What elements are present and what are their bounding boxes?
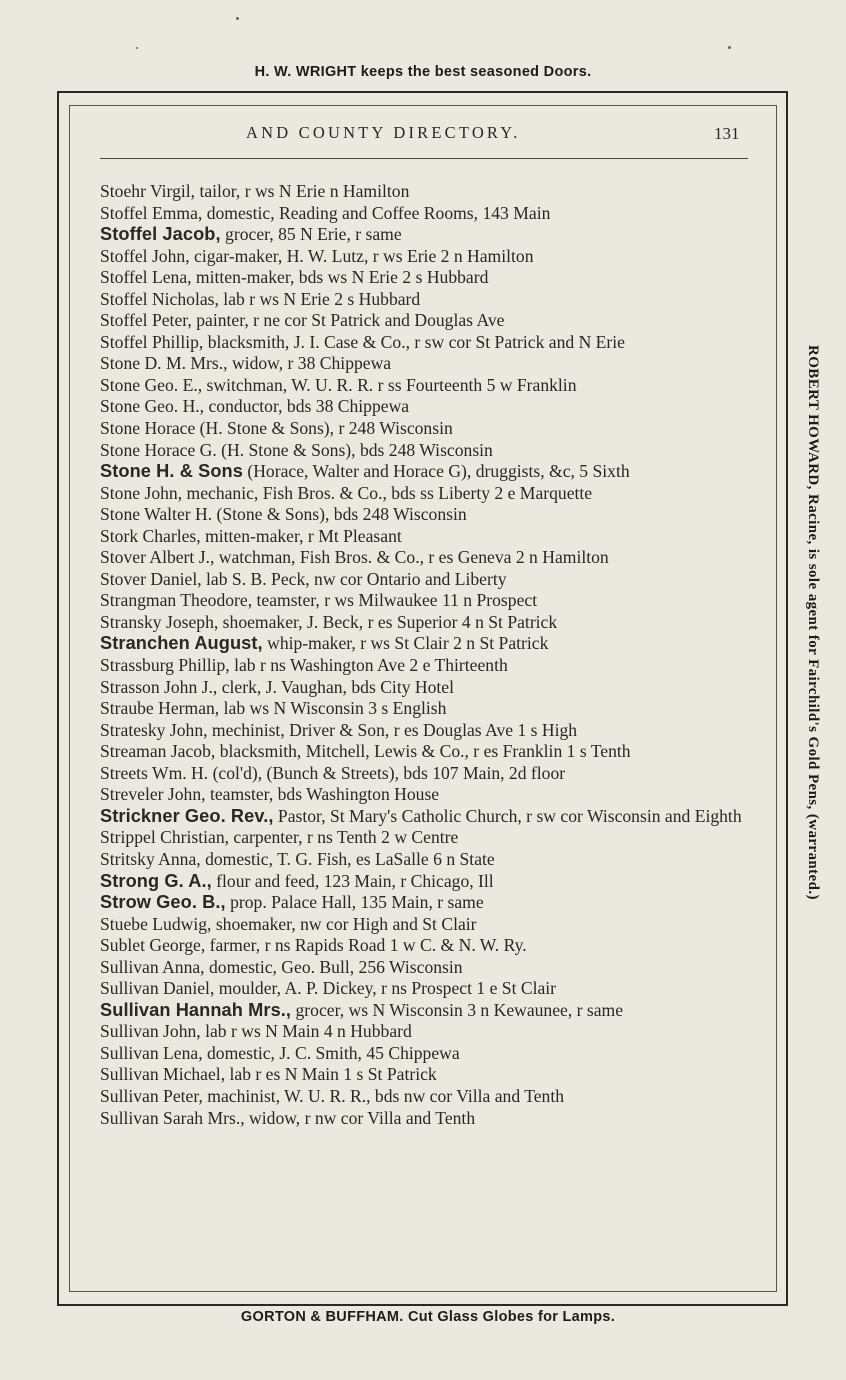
directory-entry [100,504,750,526]
entry-detail: lab r ns Washington Ave 2 e Thirteenth [229,655,508,676]
entry-name: Stoffel Nicholas, [100,288,219,309]
entry-name: Strangman Theodore, [100,590,253,611]
entry-name: Stone D. M. Mrs., [100,353,228,374]
entry-detail: shoemaker, J. Beck, r es Superior 4 n St Patrick [218,611,558,632]
running-head: AND COUNTY DIRECTORY. [246,123,521,142]
entry-detail: mitten-maker, r Mt Pleasant [200,525,402,546]
entry-detail: Pastor, St Mary's Catholic Church, r sw cor Wisconsin and Eighth [273,805,742,826]
entry-name: Strow Geo. B., [100,892,226,913]
paper-speck [728,46,731,49]
entry-name: Stoffel John, [100,245,190,266]
directory-entry [100,720,750,742]
directory-entry [100,289,750,311]
bottom-advertisement: GORTON & BUFFHAM. Cut Glass Globes for Lamps. [240,1309,616,1325]
entry-detail: (Horace, Walter and Horace G), druggists, &c, 5 Sixth [242,461,630,482]
entry-name: Sullivan Anna, [100,956,205,977]
entry-detail: mechinist, Driver & Son, r es Douglas Ave 1 s High [207,719,578,740]
entry-name: Sullivan Lena, [100,1042,203,1063]
entry-detail: (H. Stone & Sons), bds 248 Wisconsin [216,439,493,460]
directory-entry [100,203,750,225]
entry-detail: watchman, Fish Bros. & Co., r es Geneva 2 n Hamilton [214,547,609,568]
page-number: 131 [714,124,740,143]
directory-entry [100,806,750,828]
entry-detail: shoemaker, nw cor High and St Clair [211,913,477,934]
entry-name: Stone Walter H. [100,504,213,525]
directory-entry [100,418,750,440]
entry-name: Stoehr Virgil, [100,181,196,201]
entry-name: Stoffel Lena, [100,267,192,288]
entry-name: Sullivan Peter, [100,1085,203,1106]
directory-entry [100,612,750,634]
entry-name: Stuebe Ludwig, [100,913,212,934]
entry-detail: domestic, J. C. Smith, 45 Chippewa [202,1042,460,1063]
entry-detail: switchman, W. U. R. R. r ss Fourteenth 5 w Franklin [202,374,577,395]
entry-name: Stone John, [100,482,183,503]
entry-name: Streveler John, [100,784,206,805]
directory-entry [100,871,750,893]
entry-name: Streaman Jacob, [100,741,216,762]
directory-entry [100,978,750,1000]
entry-detail: farmer, r ns Rapids Road 1 w C. & N. W. Ry. [205,935,527,956]
directory-entry [100,353,750,375]
paper-speck [236,17,239,20]
directory-entry [100,246,750,268]
directory-entry [100,892,750,914]
entry-name: Stover Daniel, [100,568,202,589]
entry-name: Straube Herman, [100,698,220,719]
entry-detail: tailor, r ws N Erie n Hamilton [195,181,410,201]
header-rule [100,158,748,159]
entry-name: Stratesky John, [100,719,208,740]
directory-entry [100,590,750,612]
entry-name: Sullivan Sarah Mrs., [100,1107,245,1128]
top-advertisement: H. W. WRIGHT keeps the best seasoned Doors. [254,64,592,80]
entry-detail: blacksmith, Mitchell, Lewis & Co., r es Franklin 1 s Tenth [215,741,631,762]
directory-entry [100,763,750,785]
entry-name: Strong G. A., [100,870,212,891]
entry-name: Stranchen August, [100,633,263,654]
entry-name: Strasson John J., [100,676,218,697]
directory-entry [100,440,750,462]
directory-entry [100,461,750,483]
entry-name: Stoffel Emma, [100,202,203,223]
directory-entry [100,1000,750,1022]
entry-detail: domestic, T. G. Fish, es LaSalle 6 n State [200,848,495,869]
entry-detail: lab ws N Wisconsin 3 s English [219,698,447,719]
directory-entry [100,375,750,397]
directory-entry [100,957,750,979]
entry-detail: lab r es N Main 1 s St Patrick [225,1064,437,1085]
entry-detail: lab S. B. Peck, nw cor Ontario and Liberty [201,568,507,589]
directory-entry [100,827,750,849]
entry-name: Stork Charles, [100,525,201,546]
entry-detail: prop. Palace Hall, 135 Main, r same [225,892,484,913]
side-advertisement: ROBERT HOWARD, Racine, is sole agent for Fairchild's Gold Pens, (warranted.) [805,345,821,900]
directory-entry [100,1043,750,1065]
directory-entry [100,914,750,936]
entry-detail: domestic, Geo. Bull, 256 Wisconsin [204,956,463,977]
directory-entry [100,483,750,505]
entry-detail: moulder, A. P. Dickey, r ns Prospect 1 e St Clair [214,978,557,999]
entry-detail: blacksmith, J. I. Case & Co., r sw cor St Patrick and N Erie [203,331,625,352]
paper-speck [136,47,138,49]
entry-name: Stover Albert J., [100,547,215,568]
entry-detail: whip-maker, r ws St Clair 2 n St Patrick [262,633,549,654]
entry-detail: widow, r 38 Chippewa [227,353,392,374]
entry-detail: clerk, J. Vaughan, bds City Hotel [217,676,454,697]
entry-detail: grocer, 85 N Erie, r same [220,224,402,245]
directory-entry [100,633,750,655]
entry-detail: mitten-maker, bds ws N Erie 2 s Hubbard [191,267,489,288]
directory-entry [100,677,750,699]
entry-name: Stransky Joseph, [100,611,219,632]
entry-name: Stone Horace G. [100,439,217,460]
entry-detail: teamster, r ws Milwaukee 11 n Prospect [252,590,538,611]
entry-name: Stoffel Phillip, [100,331,204,352]
entry-name: Strickner Geo. Rev., [100,805,274,826]
entry-name: Stone Horace [100,418,196,439]
directory-entry [100,849,750,871]
entry-detail: grocer, ws N Wisconsin 3 n Kewaunee, r same [291,999,624,1020]
entry-detail: carpenter, r ns Tenth 2 w Centre [229,827,459,848]
directory-entry [100,181,750,203]
entry-name: Streets Wm. H. [100,762,209,783]
entry-detail: (col'd), (Bunch & Streets), bds 107 Main, 2d floor [208,762,566,783]
directory-entry [100,547,750,569]
entry-name: Sullivan Daniel, [100,978,215,999]
directory-entry [100,1108,750,1130]
entry-detail: teamster, bds Washington House [205,784,440,805]
entry-name: Stoffel Jacob, [100,224,221,245]
entry-detail: painter, r ne cor St Patrick and Douglas Ave [191,310,505,331]
directory-entries [100,181,750,1129]
entry-name: Stritsky Anna, [100,848,201,869]
directory-entry [100,569,750,591]
entry-detail: (H. Stone & Sons), r 248 Wisconsin [195,418,453,439]
directory-entry [100,1086,750,1108]
directory-entry [100,396,750,418]
directory-entry [100,1021,750,1043]
entry-detail: widow, r nw cor Villa and Tenth [244,1107,476,1128]
entry-name: Stone Geo. H., [100,396,205,417]
directory-entry [100,310,750,332]
entry-name: Sublet George, [100,935,206,956]
directory-entry [100,267,750,289]
entry-detail: mechanic, Fish Bros. & Co., bds ss Liberty 2 e Marquette [182,482,593,503]
entry-name: Sullivan John, [100,1021,201,1042]
entry-detail: domestic, Reading and Coffee Rooms, 143 Main [202,202,551,223]
entry-name: Sullivan Hannah Mrs., [100,999,292,1020]
directory-entry [100,935,750,957]
entry-detail: lab r ws N Main 4 n Hubbard [200,1021,412,1042]
directory-entry [100,698,750,720]
directory-entry [100,741,750,763]
entry-detail: flour and feed, 123 Main, r Chicago, Ill [211,870,494,891]
entry-detail: cigar-maker, H. W. Lutz, r ws Erie 2 n Hamilton [189,245,534,266]
entry-name: Stone H. & Sons [100,461,243,482]
entry-name: Strippel Christian, [100,827,230,848]
entry-detail: lab r ws N Erie 2 s Hubbard [218,288,421,309]
entry-name: Stoffel Peter, [100,310,192,331]
directory-entry [100,655,750,677]
directory-entry [100,526,750,548]
entry-name: Stone Geo. E., [100,374,203,395]
entry-detail: conductor, bds 38 Chippewa [204,396,410,417]
entry-detail: (Stone & Sons), bds 248 Wisconsin [212,504,467,525]
directory-entry [100,224,750,246]
directory-entry [100,1064,750,1086]
directory-entry [100,784,750,806]
entry-detail: machinist, W. U. R. R., bds nw cor Villa and Tenth [202,1085,565,1106]
directory-entry [100,332,750,354]
entry-name: Sullivan Michael, [100,1064,226,1085]
entry-name: Strassburg Phillip, [100,655,230,676]
